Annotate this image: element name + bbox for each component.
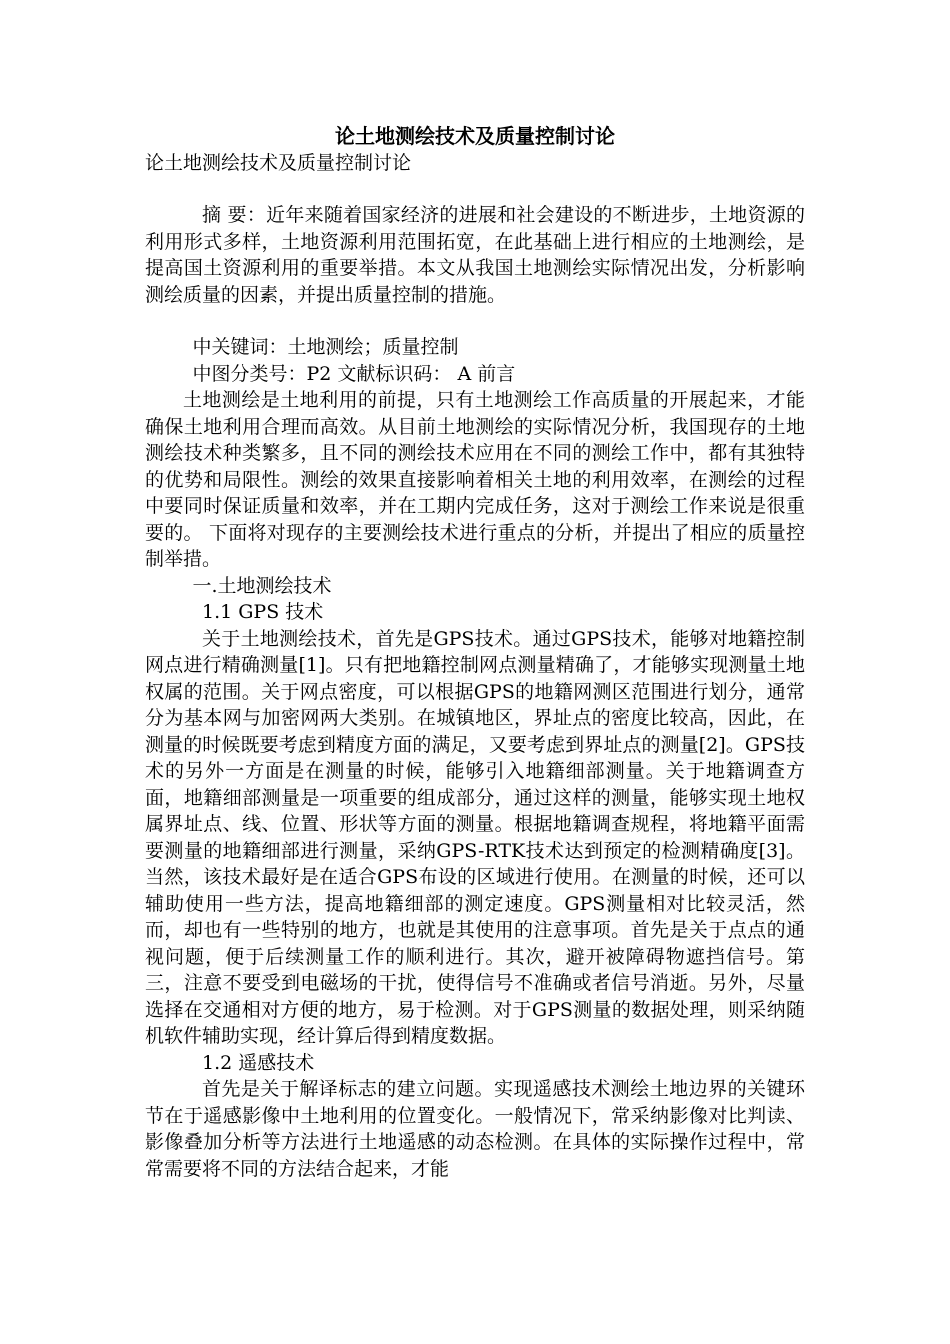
document-title: 论土地测绘技术及质量控制讨论 bbox=[335, 124, 615, 148]
intro-paragraph: 土地测绘是土地利用的前提，只有土地测绘工作高质量的开展起来，才能确保土地利用合理而高效。从目前土地测绘的实际情况分析，我国现存的土地测绘技术种类繁多，且不同的测绘技术应用在不同的测绘工作中，都有其独特的优势和局限性。测绘的效果直接影响着相关土地的利用效率，在测绘的过程中要同时保证质量和效率，并在工期内完成任务，这对于测绘工作来说是很重要的。 下面将对现存的主要测绘技术进行重点的分析，并提出了相应的质量控制举措。 bbox=[145, 389, 805, 570]
keywords-line: 中关键词：土地测绘；质量控制 bbox=[192, 336, 459, 358]
document-subtitle: 论土地测绘技术及质量控制讨论 bbox=[145, 152, 412, 174]
blank-line bbox=[145, 308, 805, 334]
section-1-1-paragraph: 关于土地测绘技术，首先是GPS技术。通过GPS技术，能够对地籍控制网点进行精确测量[1]。只有把地籍控制网点测量精确了，才能够实现测量土地权属的范围。关于网点密度，可以根据GPS的地籍网测区范围进行划分，通常分为基本网与加密网两大类别。在城镇地区，界址点的密度比较高，因此，在测量的时候既要考虑到精度方面的满足，又要考虑到界址点的测量[2]。GPS技术的另外一方面是在测量的时候，能够引入地籍细部测量。关于地籍调查方面，地籍细部测量是一项重要的组成部分，通过这样的测量，能够实现土地权属界址点、线、位置、形状等方面的测量。根据地籍调查规程，将地籍平面需要测量的地籍细部进行测量，采纳GPS-RTK技术达到预定的检测精确度[3]。当然，该技术最好是在适合GPS布设的区域进行使用。在测量的时候，还可以辅助使用一些方法，提高地籍细部的测定速度。GPS测量相对比较灵活，然而，却也有一些特别的地方，也就是其使用的注意事项。首先是关于点点的通视问题，便于后续测量工作的顺利进行。其次，避开被障碍物遮挡信号。第三，注意不要受到电磁场的干扰，使得信号不准确或者信号消逝。另外，尽量选择在交通相对方便的地方，易于检测。对于GPS测量的数据处理，则采纳随机软件辅助实现，经计算后得到精度数据。 bbox=[145, 627, 805, 1047]
abstract-paragraph: 摘 要：近年来随着国家经济的进展和社会建设的不断进步，土地资源的利用形式多样，土地资源利用范围拓宽，在此基础上进行相应的土地测绘，是提高国土资源利用的重要举措。本文从我国土地测绘实际情况出发，分析影响测绘质量的因素，并提出质量控制的措施。 bbox=[145, 204, 805, 306]
section-1-1-heading: 1.1 GPS 技术 bbox=[202, 601, 324, 623]
classification-line: 中图分类号：P2 文献标识码： A 前言 bbox=[192, 362, 516, 385]
section-1-heading: 一.土地测绘技术 bbox=[192, 574, 332, 597]
blank-line bbox=[145, 176, 805, 202]
document-body bbox=[145, 122, 805, 1182]
section-1-2-paragraph: 首先是关于解译标志的建立问题。实现遥感技术测绘土地边界的关键环节在于遥感影像中土地利用的位置变化。一般情况下，常采纳影像对比判读、影像叠加分析等方法进行土地遥感的动态检测。在具体的实际操作过程中，常常需要将不同的方法结合起来，才能 bbox=[145, 1078, 805, 1180]
section-1-2-heading: 1.2 遥感技术 bbox=[202, 1051, 315, 1074]
